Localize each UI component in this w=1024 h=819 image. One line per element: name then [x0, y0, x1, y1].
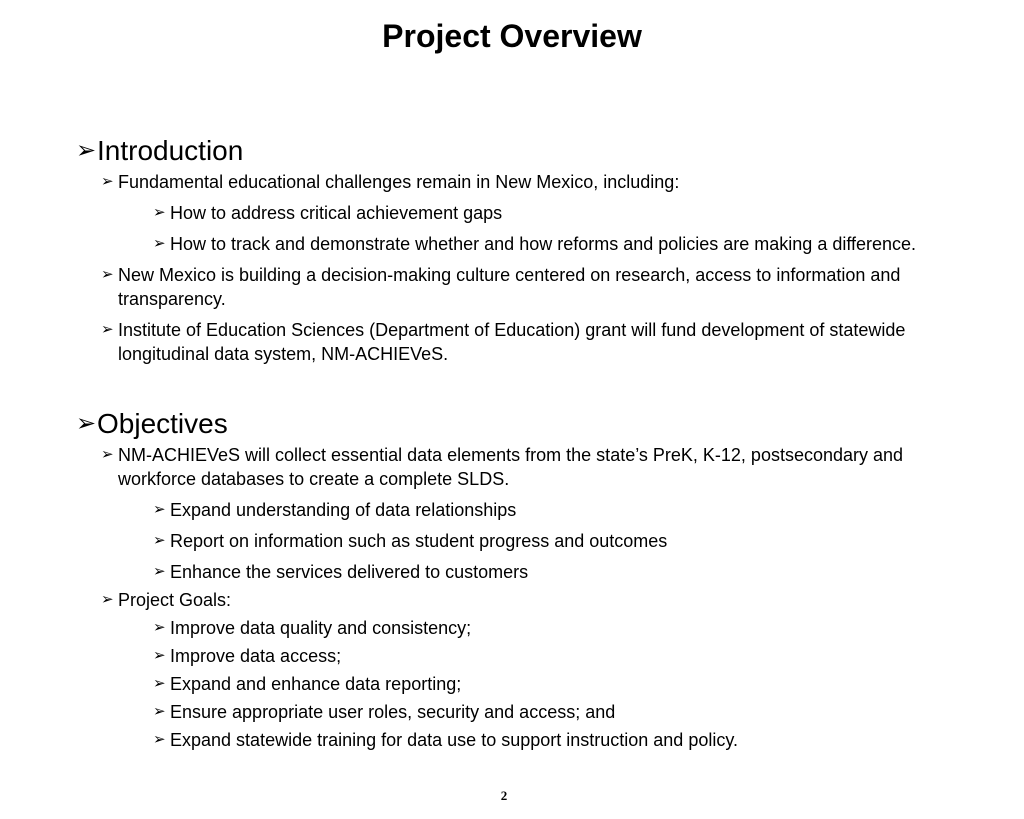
list-item-text: How to track and demonstrate whether and how reforms and policies are making a difference.: [170, 234, 917, 254]
list-item-text: Project Goals:: [118, 590, 232, 610]
list-item-text: Expand statewide training for data use to support instruction and policy.: [170, 730, 739, 750]
list-item-decision-culture: [101, 263, 976, 311]
arrow-bullet-icon: ➢: [153, 675, 166, 692]
list-item-project-goals: [101, 588, 976, 612]
page-title: Project Overview: [382, 18, 642, 54]
list-item-ies-grant: [101, 318, 976, 366]
list-item-report-progress: [153, 529, 976, 553]
list-item-text: New Mexico is building a decision-making culture centered on research, access to information and transparency.: [118, 265, 901, 309]
page-number: 2: [500, 788, 508, 803]
list-item-track-reforms: [153, 232, 976, 256]
arrow-bullet-icon: ➢: [101, 173, 114, 190]
objectives-section: [76, 407, 976, 752]
objectives-heading-text: Objectives: [97, 408, 228, 439]
list-item-text: NM-ACHIEVeS will collect essential data elements from the state’s PreK, K-12, postsecondary and workforce databases to create a complete SLDS.: [118, 445, 904, 489]
arrow-bullet-icon: ➢: [153, 703, 166, 720]
list-item-text: Enhance the services delivered to customers: [170, 562, 529, 582]
list-item-goal: [153, 616, 976, 640]
list-item-text: Report on information such as student progress and outcomes: [170, 531, 668, 551]
arrow-bullet-icon: ➢: [153, 501, 166, 518]
arrow-bullet-icon: ➢: [101, 591, 114, 608]
arrow-bullet-icon: ➢: [101, 446, 114, 463]
list-item-collect-data: [101, 443, 976, 491]
list-item-goal: [153, 672, 976, 696]
list-item-data-relationships: [153, 498, 976, 522]
list-item-goal: [153, 644, 976, 668]
list-item-text: Institute of Education Sciences (Department of Education) grant will fund development of statewide longitudinal data system, NM-ACHIEVeS.: [118, 320, 906, 364]
arrow-bullet-icon: ➢: [76, 410, 97, 437]
introduction-heading-text: Introduction: [97, 135, 244, 166]
list-item-achievement-gaps: [153, 201, 976, 225]
list-item-text: Expand and enhance data reporting;: [170, 674, 462, 694]
objectives-heading: [76, 407, 976, 441]
list-item-text: Improve data quality and consistency;: [170, 618, 472, 638]
arrow-bullet-icon: ➢: [153, 563, 166, 580]
list-item-text: Improve data access;: [170, 646, 342, 666]
arrow-bullet-icon: ➢: [153, 731, 166, 748]
list-item-text: Fundamental educational challenges remain in New Mexico, including:: [118, 172, 680, 192]
arrow-bullet-icon: ➢: [153, 619, 166, 636]
arrow-bullet-icon: ➢: [101, 266, 114, 283]
arrow-bullet-icon: ➢: [76, 137, 97, 164]
arrow-bullet-icon: ➢: [153, 235, 166, 252]
arrow-bullet-icon: ➢: [153, 204, 166, 221]
arrow-bullet-icon: ➢: [153, 532, 166, 549]
list-item-goal: [153, 728, 976, 752]
introduction-heading: [76, 134, 976, 168]
list-item-goal: [153, 700, 976, 724]
arrow-bullet-icon: ➢: [101, 321, 114, 338]
list-item-challenges: [101, 170, 976, 194]
list-item-text: Ensure appropriate user roles, security and access; and: [170, 702, 616, 722]
list-item-enhance-services: [153, 560, 976, 584]
list-item-text: Expand understanding of data relationships: [170, 500, 517, 520]
arrow-bullet-icon: ➢: [153, 647, 166, 664]
list-item-text: How to address critical achievement gaps: [170, 203, 503, 223]
introduction-section: [76, 134, 976, 366]
